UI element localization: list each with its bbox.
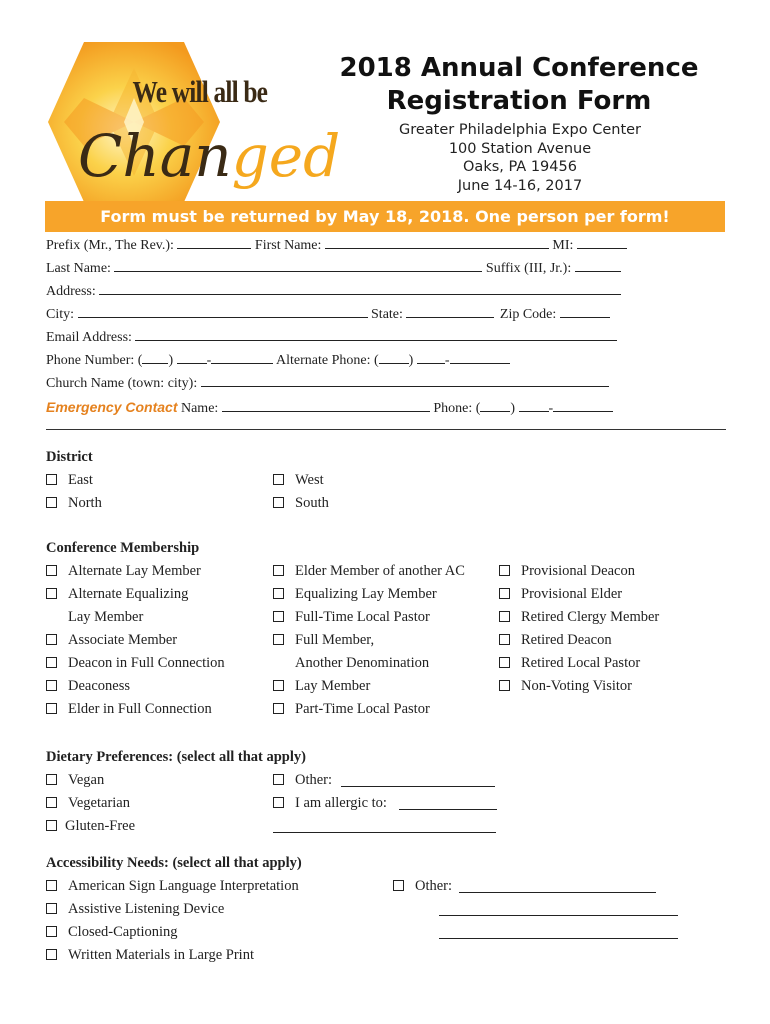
state-label: State: — [371, 307, 403, 322]
phone-area-field[interactable] — [142, 351, 168, 364]
zip-label: Zip Code: — [499, 307, 557, 322]
checkbox[interactable] — [46, 903, 57, 914]
city-row — [46, 305, 610, 324]
checkbox[interactable] — [273, 680, 284, 691]
checkbox[interactable] — [46, 926, 57, 937]
emergency-phone-area-field[interactable] — [480, 399, 510, 412]
checkbox[interactable] — [46, 565, 57, 576]
address-field[interactable] — [99, 282, 621, 295]
email-field[interactable] — [135, 328, 617, 341]
checkbox[interactable] — [46, 634, 57, 645]
venue-street: 100 Station Avenue — [448, 140, 592, 157]
church-label: Church Name (town: city): — [46, 376, 198, 391]
address-row — [46, 282, 621, 301]
emergency-name-field[interactable] — [222, 399, 430, 412]
emergency-phone-prefix-field[interactable] — [519, 399, 549, 412]
checkbox[interactable] — [46, 497, 57, 508]
checkbox[interactable] — [46, 474, 57, 485]
emergency-phone-label: Phone: ( — [433, 401, 481, 416]
checkbox[interactable] — [393, 880, 404, 891]
checkbox[interactable] — [46, 703, 57, 714]
accessibility-other-field[interactable] — [459, 892, 656, 893]
state-field[interactable] — [406, 305, 494, 318]
checkbox[interactable] — [46, 680, 57, 691]
checkbox[interactable] — [499, 680, 510, 691]
phone-prefix-field[interactable] — [177, 351, 207, 364]
alt-phone-dash: - — [444, 353, 450, 368]
checkbox[interactable] — [499, 611, 510, 622]
membership-heading: Conference Membership — [46, 540, 200, 556]
emergency-phone-dash: - — [548, 401, 554, 416]
accessibility-other-field-line3[interactable] — [439, 938, 678, 939]
form-title — [316, 52, 722, 118]
checkbox[interactable] — [273, 797, 284, 808]
phone-dash: - — [206, 353, 212, 368]
conference-logo — [44, 38, 354, 206]
venue-dates: June 14-16, 2017 — [457, 177, 583, 194]
alt-phone-line-field[interactable] — [450, 351, 510, 364]
emergency-contact-label: Emergency Contact — [46, 399, 178, 415]
last-name-row — [46, 259, 621, 278]
checkbox[interactable] — [273, 474, 284, 485]
alt-phone-label: Alternate Phone: ( — [276, 353, 379, 368]
mi-label: MI: — [552, 238, 574, 253]
first-name-field[interactable] — [325, 236, 549, 249]
checkbox[interactable] — [273, 703, 284, 714]
phone-label: Phone Number: ( — [46, 353, 143, 368]
checkbox[interactable] — [273, 634, 284, 645]
district-heading: District — [46, 449, 93, 465]
alt-phone-prefix-field[interactable] — [417, 351, 445, 364]
logo-changed-dark: Chan — [78, 122, 232, 190]
emergency-phone-paren: ) — [510, 401, 516, 416]
logo-line1: We will all be — [132, 75, 268, 110]
dietary-allergy-field[interactable] — [399, 809, 497, 810]
checkbox[interactable] — [499, 565, 510, 576]
city-label: City: — [46, 307, 75, 322]
city-field[interactable] — [78, 305, 368, 318]
venue-city: Oaks, PA 19456 — [463, 159, 577, 175]
checkbox[interactable] — [46, 797, 57, 808]
logo-changed-light: ged — [231, 122, 341, 190]
venue-name: Greater Philadelphia Expo Center — [398, 122, 642, 138]
phone-row — [46, 351, 510, 370]
checkbox[interactable] — [46, 820, 57, 831]
prefix-label: Prefix (Mr., The Rev.): — [46, 238, 174, 253]
name-row — [46, 236, 627, 255]
checkbox[interactable] — [46, 880, 57, 891]
title-line-2: Registration Form — [386, 86, 652, 116]
checkbox[interactable] — [273, 774, 284, 785]
checkbox[interactable] — [273, 565, 284, 576]
first-name-label: First Name: — [254, 238, 322, 253]
suffix-label: Suffix (III, Jr.): — [485, 261, 572, 276]
last-name-field[interactable] — [114, 259, 482, 272]
checkbox[interactable] — [499, 657, 510, 668]
deadline-banner: Form must be returned by May 18, 2018. One person per form! — [45, 201, 725, 232]
svg-text:Changed — [78, 122, 340, 190]
alt-phone-paren: ) — [408, 353, 414, 368]
phone-line-field[interactable] — [211, 351, 273, 364]
checkbox[interactable] — [273, 611, 284, 622]
emergency-name-label: Name: — [180, 401, 219, 416]
last-name-label: Last Name: — [46, 261, 111, 276]
checkbox[interactable] — [499, 588, 510, 599]
dietary-heading: Dietary Preferences: (select all that apply) — [46, 749, 306, 765]
mi-field[interactable] — [577, 236, 627, 249]
church-row — [46, 374, 609, 393]
title-line-1: 2018 Annual Conference — [339, 53, 699, 83]
checkbox[interactable] — [499, 634, 510, 645]
dietary-other-field[interactable] — [341, 786, 495, 787]
alt-phone-area-field[interactable] — [379, 351, 409, 364]
checkbox[interactable] — [273, 588, 284, 599]
prefix-field[interactable] — [177, 236, 251, 249]
church-field[interactable] — [201, 374, 609, 387]
accessibility-heading: Accessibility Needs: (select all that apply) — [46, 855, 302, 871]
suffix-field[interactable] — [575, 259, 621, 272]
checkbox[interactable] — [46, 657, 57, 668]
zip-field[interactable] — [560, 305, 610, 318]
dietary-allergy-field-line2[interactable] — [273, 832, 496, 833]
emergency-phone-line-field[interactable] — [553, 399, 613, 412]
checkbox[interactable] — [273, 497, 284, 508]
venue-info — [360, 121, 680, 195]
checkbox[interactable] — [46, 774, 57, 785]
checkbox[interactable] — [46, 949, 57, 960]
email-label: Email Address: — [46, 330, 132, 345]
email-row — [46, 328, 617, 347]
address-label: Address: — [46, 284, 96, 299]
accessibility-other-field-line2[interactable] — [439, 915, 678, 916]
checkbox[interactable] — [46, 588, 57, 599]
phone-paren: ) — [168, 353, 174, 368]
emergency-row — [46, 398, 613, 418]
section-divider — [46, 429, 726, 430]
